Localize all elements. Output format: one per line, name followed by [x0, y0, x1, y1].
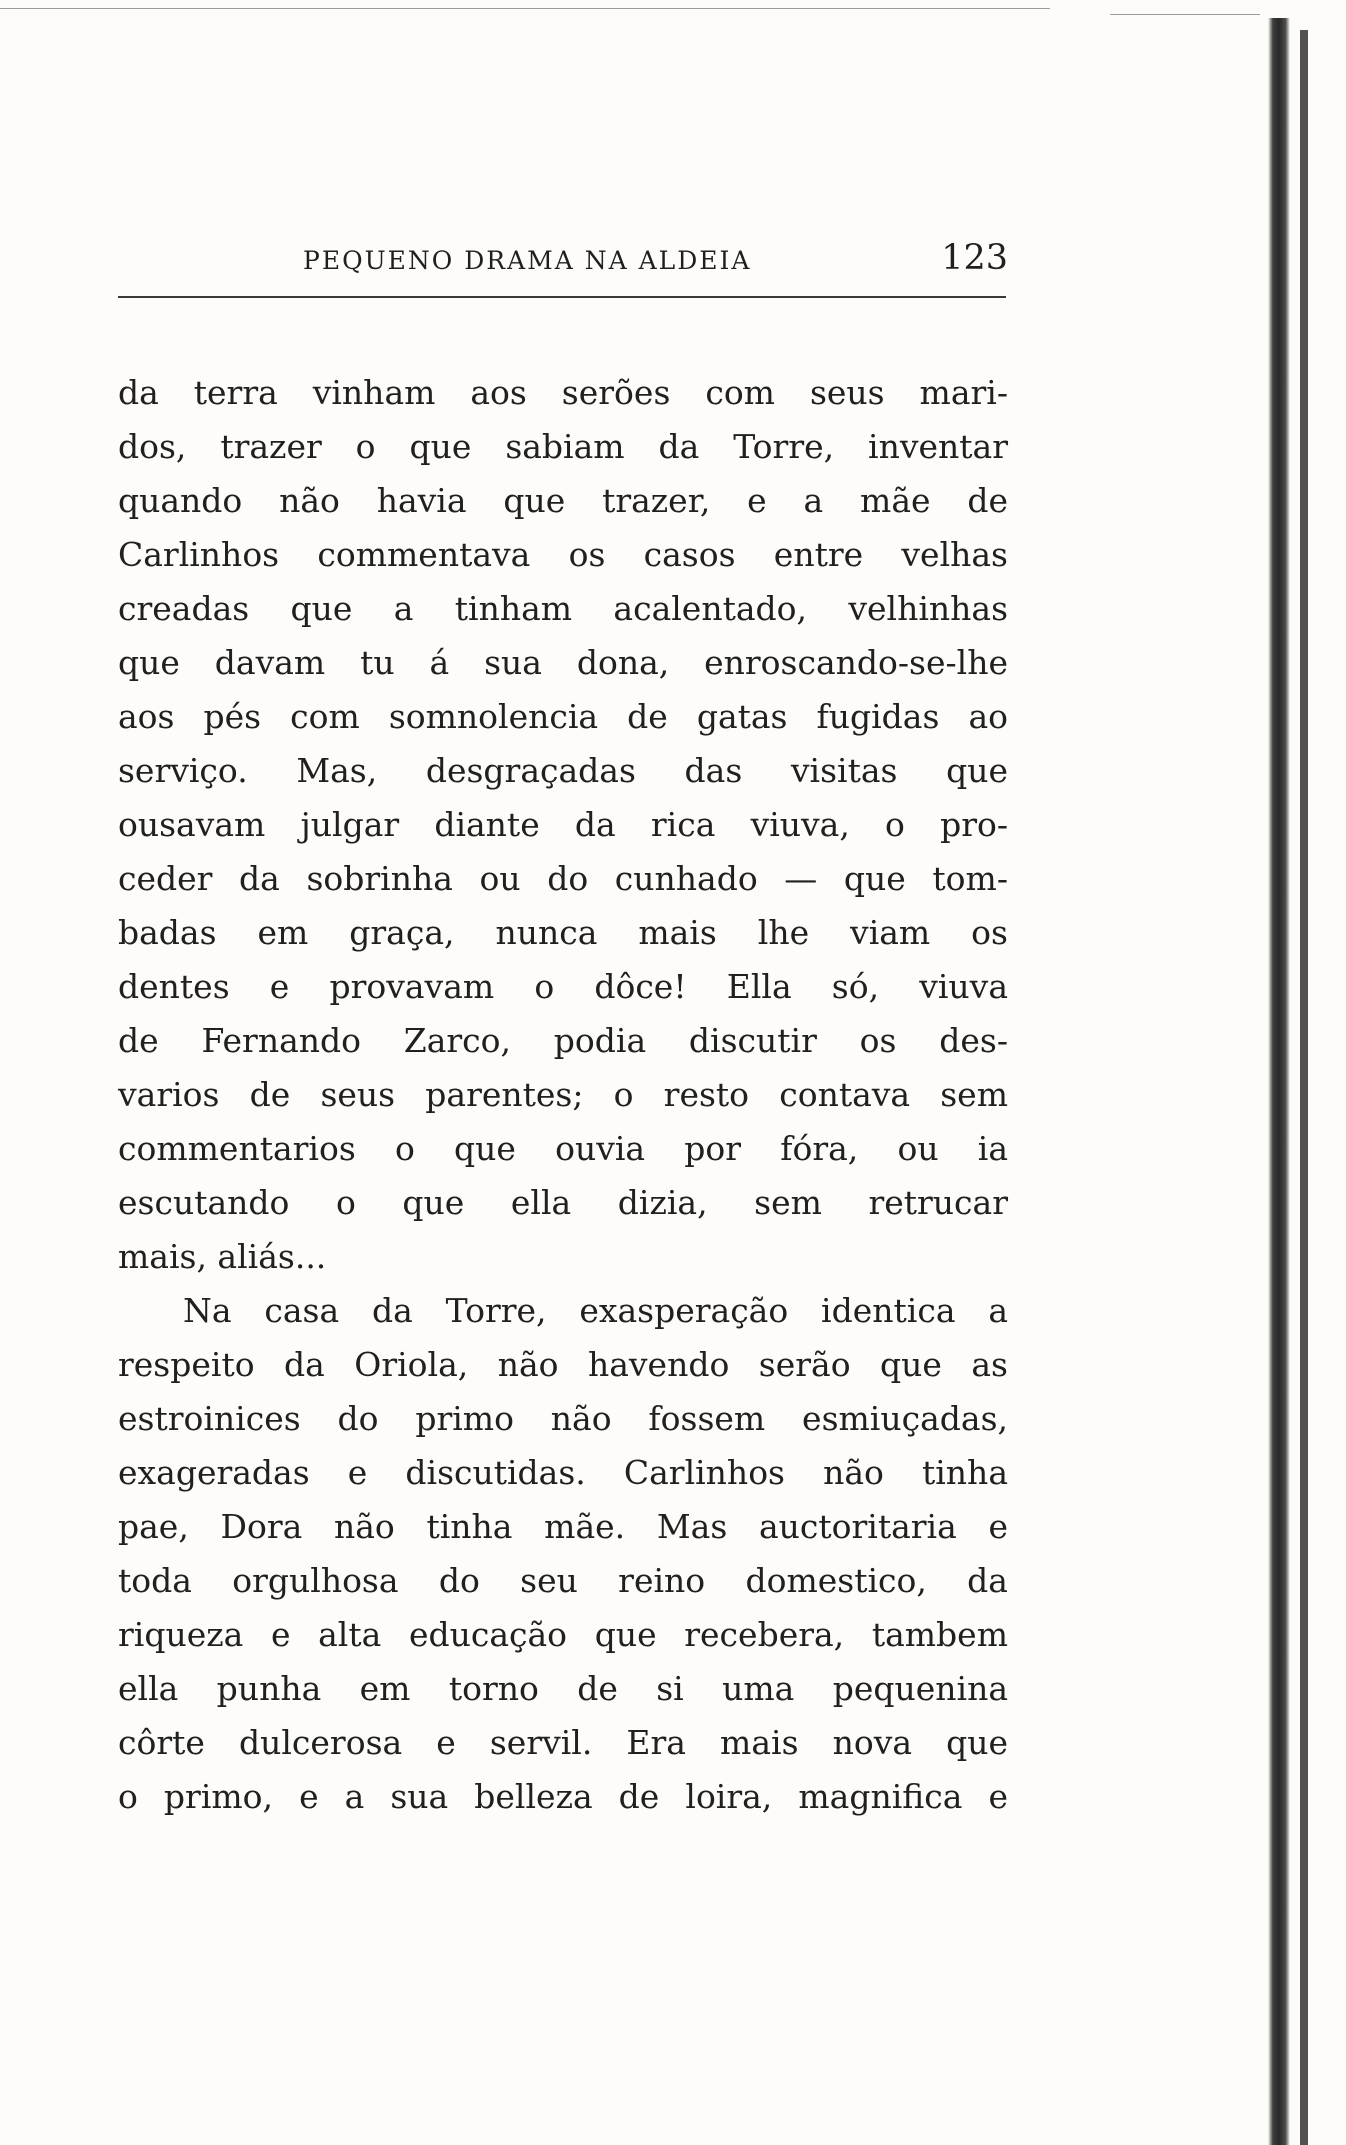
page-header — [118, 236, 1008, 292]
text-line: quando não havia que trazer, e a mãe de — [118, 481, 1008, 520]
running-title: PEQUENO DRAMA NA ALDEIA — [303, 246, 752, 275]
text-line: da terra vinham aos serões com seus mari- — [118, 373, 1008, 412]
text-line: commentarios o que ouvia por fóra, ou ia — [118, 1129, 1008, 1168]
text-line: de Fernando Zarco, podia discutir os des- — [118, 1021, 1008, 1060]
paragraph-end-line: mais, aliás... — [118, 1237, 327, 1276]
book-spine-shadow — [1268, 18, 1290, 2145]
text-line: exageradas e discutidas. Carlinhos não tinha — [118, 1453, 1008, 1492]
body-text — [118, 366, 1008, 1824]
text-line: escutando o que ella dizia, sem retrucar — [118, 1183, 1008, 1222]
paragraph-start-line: Na casa da Torre, exasperação identica a — [183, 1291, 1008, 1330]
header-rule — [118, 296, 1006, 298]
text-line: varios de seus parentes; o resto contava sem — [118, 1075, 1008, 1114]
text-line: estroinices do primo não fossem esmiuçadas, — [118, 1399, 1008, 1438]
text-line: pae, Dora não tinha mãe. Mas auctoritaria e — [118, 1507, 1008, 1546]
top-edge-line-right — [1110, 14, 1260, 15]
text-line: respeito da Oriola, não havendo serão que as — [118, 1345, 1008, 1384]
text-line: ceder da sobrinha ou do cunhado — que tom- — [118, 859, 1008, 898]
text-line: ella punha em torno de si uma pequenina — [118, 1669, 1008, 1708]
text-line: o primo, e a sua belleza de loira, magnifica e — [118, 1777, 1008, 1816]
text-line: toda orgulhosa do seu reino domestico, da — [118, 1561, 1008, 1600]
top-edge-line — [0, 8, 1050, 9]
text-line: dos, trazer o que sabiam da Torre, inventar — [118, 427, 1008, 466]
text-line: Carlinhos commentava os casos entre velhas — [118, 535, 1008, 574]
text-line: que davam tu á sua dona, enroscando-se-lhe — [118, 643, 1008, 682]
text-line: badas em graça, nunca mais lhe viam os — [118, 913, 1008, 952]
page-number: 123 — [941, 238, 1008, 278]
text-line: riqueza e alta educação que recebera, tambem — [118, 1615, 1008, 1654]
text-line: creadas que a tinham acalentado, velhinhas — [118, 589, 1008, 628]
text-line: dentes e provavam o dôce! Ella só, viuva — [118, 967, 1008, 1006]
text-line: aos pés com somnolencia de gatas fugidas ao — [118, 697, 1008, 736]
text-line: ousavam julgar diante da rica viuva, o pro- — [118, 805, 1008, 844]
book-edge-shadow — [1300, 30, 1308, 2145]
text-line: côrte dulcerosa e servil. Era mais nova que — [118, 1723, 1008, 1762]
text-line: serviço. Mas, desgraçadas das visitas que — [118, 751, 1008, 790]
